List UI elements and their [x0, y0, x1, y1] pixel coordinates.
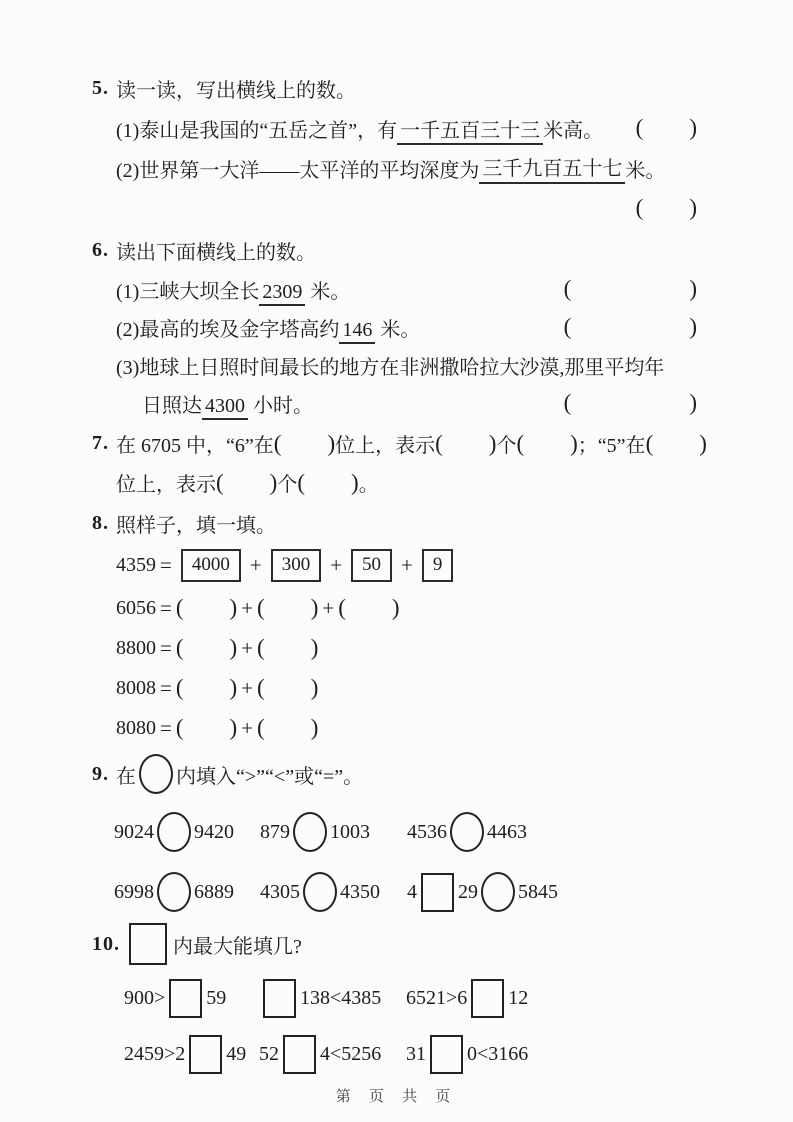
fill-square	[263, 979, 296, 1018]
answer-blank: ( )	[175, 635, 238, 660]
q8-row-lhs: 6056	[116, 596, 156, 619]
q5-item-2	[116, 148, 697, 188]
q9-title-post: 内填入“>”“<”或“=”。	[176, 765, 364, 788]
underlined-value: 4300	[202, 395, 248, 420]
compare-circle	[303, 872, 337, 912]
answer-blank: ( )	[338, 595, 400, 620]
answer-blank: ( )	[435, 430, 497, 456]
q10-item: 2459>2 49	[124, 1030, 259, 1078]
answer-blank: ( )	[635, 115, 697, 140]
q7-number: 7.	[92, 432, 109, 454]
q5-item2-answer-line	[92, 188, 697, 228]
q6-title-text: 读出下面横线上的数。	[116, 241, 316, 264]
answer-blank: ( )	[563, 314, 697, 339]
q10-title-text: 内最大能填几?	[173, 935, 302, 958]
q9-grid	[114, 808, 697, 916]
answer-blank: ( )	[257, 715, 319, 740]
q7-line-2	[116, 463, 697, 502]
q8-title-text: 照样子，填一填。	[116, 514, 276, 537]
answer-blank: ( )	[635, 195, 697, 220]
q8-row-8800: 8800 = ( ) + ( )	[116, 635, 319, 660]
q8-number: 8.	[92, 511, 109, 534]
q9-number: 9.	[92, 762, 109, 785]
q6-item2-text: (2)最高的埃及金字塔高约	[116, 318, 340, 341]
q7-text-4: ；“5”在	[577, 435, 646, 457]
q6-item-2	[116, 308, 697, 346]
compare-circle	[139, 754, 173, 794]
fill-square	[283, 1035, 316, 1074]
answer-blank: ( )	[175, 675, 238, 700]
underlined-value: 146	[339, 319, 375, 344]
fill-square	[430, 1035, 463, 1074]
q10-item: 138<4385	[259, 974, 406, 1022]
q8-title	[92, 504, 697, 542]
q9-pair: 6998 6889	[114, 868, 260, 916]
q6-item-1	[116, 270, 697, 308]
answer-blank: ( )	[257, 675, 319, 700]
question-10	[92, 920, 697, 1078]
fill-square	[421, 873, 454, 912]
q10-title	[92, 920, 697, 968]
q10-item: 6521>6 12	[406, 974, 697, 1022]
q7-text-5: 位上，表示	[116, 474, 216, 496]
answer-blank: ( )	[175, 715, 238, 740]
compare-circle	[157, 872, 191, 912]
q6-item2-post: 米。	[375, 318, 421, 341]
q9-title	[92, 750, 697, 798]
q5-number: 5.	[92, 76, 109, 99]
q9-pair: 4305 4350	[260, 868, 407, 916]
q7-text-2: 位上，表示	[335, 435, 436, 457]
q6-item3-text: (3)地球上日照时间最长的地方在非洲撒哈拉大沙漠,那里平均年	[116, 356, 665, 379]
q5-title-text: 读一读，写出横线上的数。	[116, 79, 356, 102]
fill-square	[189, 1035, 222, 1074]
answer-blank: ( )	[645, 430, 707, 456]
answer-blank: ( )	[175, 595, 238, 620]
q5-item1-post: 米高。	[543, 119, 604, 142]
answer-blank: ( )	[257, 595, 319, 620]
compare-circle	[450, 812, 484, 852]
q5-item2-post: 米。	[625, 159, 666, 182]
q5-item-1	[116, 108, 697, 148]
q9-pair: 9024 9420	[114, 808, 260, 856]
q6-item-3-line2	[142, 384, 697, 422]
q6-title	[92, 230, 697, 270]
q9-title-pre: 在	[116, 765, 136, 788]
q8-row-8008: 8008 = ( ) + ( )	[116, 675, 319, 700]
q10-item: 31 0<3166	[406, 1030, 697, 1078]
q10-item: 52 4<5256	[259, 1030, 406, 1078]
q9-pair: 4536 4463	[407, 808, 697, 856]
q10-number: 10.	[92, 932, 120, 955]
q7-text-7: 。	[358, 474, 379, 496]
answer-blank: ( )	[516, 430, 578, 456]
q6-number: 6.	[92, 238, 109, 261]
q7-text-6: 个	[277, 474, 298, 496]
question-7	[92, 424, 707, 502]
answer-blank: ( )	[563, 390, 697, 415]
q8-row-8080: 8080 = ( ) + ( )	[116, 715, 319, 740]
q8-row-lhs: 8800	[116, 636, 156, 659]
fill-square	[129, 923, 167, 965]
q6-item-3-line1	[116, 346, 697, 384]
q6-item1-post: 米。	[305, 280, 351, 303]
question-6	[92, 230, 697, 422]
example-box: 9	[422, 549, 454, 582]
q9-pair: 879 1003	[260, 808, 407, 856]
answer-blank: ( )	[257, 635, 319, 660]
underlined-value: 三千九百五十七	[479, 152, 625, 184]
compare-circle	[293, 812, 327, 852]
q5-item2-text: (2)世界第一大洋——太平洋的平均深度为	[116, 159, 480, 182]
q6-item1-text: (1)三峡大坝全长	[116, 280, 260, 303]
q6-item3-post: 小时。	[248, 394, 313, 417]
q10-item: 900> 59	[124, 974, 259, 1022]
fill-square	[471, 979, 504, 1018]
q7-text-1: 在 6705 中，“6”在	[116, 435, 274, 457]
example-box: 50	[351, 549, 392, 582]
q7-text-3: 个	[496, 435, 517, 457]
fill-square	[169, 979, 202, 1018]
underlined-value: 一千五百三十三	[397, 120, 543, 145]
answer-blank: ( )	[563, 276, 697, 301]
question-8	[92, 504, 697, 748]
q5-title	[92, 68, 697, 108]
page-footer: 第 页 共 页	[335, 1088, 458, 1105]
question-9	[92, 750, 697, 916]
q8-example-row: 4359 = 4000 + 300 + 50 + 9	[116, 542, 697, 588]
example-box: 300	[271, 549, 322, 582]
q8-row-lhs: 8080	[116, 716, 156, 739]
question-5	[92, 68, 697, 228]
example-box: 4000	[181, 549, 241, 582]
compare-circle	[481, 872, 515, 912]
underlined-value: 2309	[259, 281, 305, 306]
compare-circle	[157, 812, 191, 852]
q8-example-lhs: 4359	[116, 553, 156, 576]
q6-item3-cont: 日照达	[142, 394, 202, 417]
q9-pair-special: 4 29 5845	[407, 868, 697, 916]
answer-blank: ( )	[273, 430, 336, 456]
q7-line-1	[92, 424, 707, 463]
q5-item1-text: (1)泰山是我国的“五岳之首”，有	[116, 119, 398, 142]
q10-grid	[124, 974, 697, 1078]
answer-blank: ( )	[297, 469, 359, 495]
q8-row-6056: 6056 = ( ) + ( ) + ( )	[116, 595, 400, 620]
q8-row-lhs: 8008	[116, 676, 156, 699]
answer-blank: ( )	[216, 469, 278, 495]
